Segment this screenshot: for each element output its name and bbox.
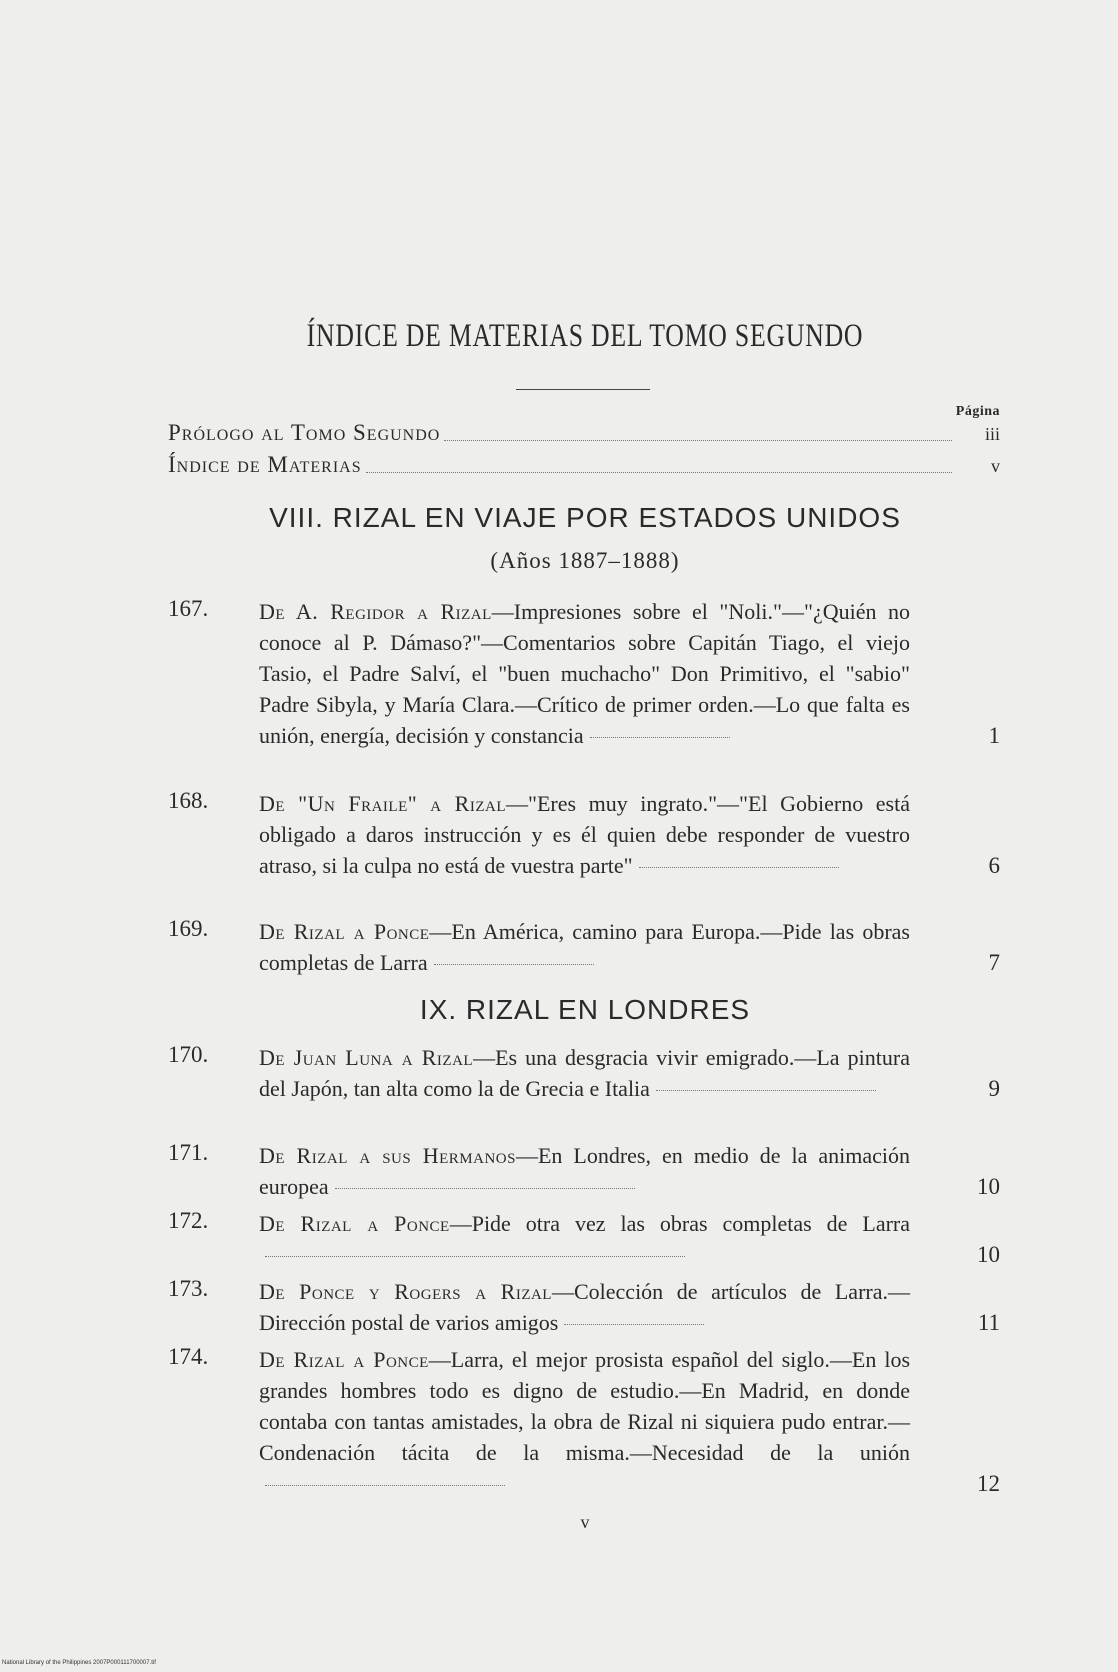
entry-body xyxy=(259,1276,910,1338)
toc-line-page: v xyxy=(991,456,1000,476)
leader-dots xyxy=(656,1089,876,1091)
entry-text: —"Eres muy ingrato."—"El Gobierno está obligado a daros instrucción y es él quien debe responder de vuestro atraso, si la culpa no está de vuestra parte" xyxy=(259,791,910,878)
entry-head: De Ponce y Rogers a Rizal xyxy=(259,1279,552,1304)
leader-dots xyxy=(434,963,594,965)
entry-page: 6 xyxy=(988,853,1000,878)
section-heading-ix: IX. RIZAL EN LONDRES xyxy=(419,994,751,1025)
leader-dots xyxy=(444,439,952,441)
entry-page: 1 xyxy=(988,723,1000,748)
leader-dots xyxy=(564,1323,704,1325)
toc-entry-174 xyxy=(168,1344,1000,1499)
leader-dots xyxy=(590,736,730,738)
entry-body xyxy=(259,1140,910,1202)
entry-number: 170. xyxy=(168,1042,209,1067)
leader-dots xyxy=(265,1255,685,1257)
entry-number: 173. xyxy=(168,1276,209,1301)
entry-page: 7 xyxy=(988,950,1000,975)
entry-head: De Rizal a Ponce xyxy=(259,1347,429,1372)
toc-entry-171 xyxy=(168,1140,1000,1202)
toc-line-page: iii xyxy=(984,424,1000,444)
toc-line-label: Índice de Materias xyxy=(168,452,362,477)
toc-entry-170 xyxy=(168,1042,1000,1104)
leader-dots xyxy=(335,1187,635,1189)
entry-body xyxy=(259,1344,910,1499)
pagina-column-label: Página xyxy=(955,404,1000,419)
entry-head: De A. Regidor a Rizal xyxy=(259,599,492,624)
leader-dots xyxy=(366,471,952,473)
toc-entry-169 xyxy=(168,916,1000,978)
entry-number: 171. xyxy=(168,1140,209,1165)
toc-entry-173 xyxy=(168,1276,1000,1338)
entry-page: 11 xyxy=(977,1310,1000,1335)
entry-page: 10 xyxy=(977,1242,1000,1267)
toc-line-prologo xyxy=(168,420,1000,448)
entry-body xyxy=(259,1208,910,1270)
toc-entry-167 xyxy=(168,596,1000,751)
entry-text: —Es una desgracia vivir emigrado.—La pintura del Japón, tan alta como la de Grecia e Italia xyxy=(259,1045,910,1101)
entry-number: 167. xyxy=(168,596,209,621)
page-title: ÍNDICE DE MATERIAS DEL TOMO SEGUNDO xyxy=(306,318,864,354)
leader-dots xyxy=(265,1484,505,1486)
title-rule xyxy=(516,389,650,390)
entry-head: De Rizal a sus Hermanos xyxy=(259,1143,516,1168)
entry-body xyxy=(259,788,910,881)
entry-text: —Larra, el mejor prosista español del siglo.—En los grandes hombres todo es digno de estudio.—En Madrid, en donde contaba con tantas amistades, la obra de Rizal ni siquiera pudo entrar.—Condenación tácita de la misma.—Necesidad de la unión xyxy=(259,1347,910,1465)
entry-number: 169. xyxy=(168,916,209,941)
entry-text: —Pide otra vez las obras completas de Larra xyxy=(449,1211,911,1236)
page-folio: v xyxy=(580,1512,590,1532)
entry-text: —En América, camino para Europa.—Pide las obras completas de Larra xyxy=(259,919,910,975)
entry-page: 12 xyxy=(977,1471,1000,1496)
toc-entry-172 xyxy=(168,1208,1000,1270)
entry-number: 174. xyxy=(168,1344,209,1369)
entry-page: 10 xyxy=(977,1174,1000,1199)
entry-text: —En Londres, en medio de la animación europea xyxy=(259,1143,910,1199)
entry-body xyxy=(259,916,910,978)
toc-line-indice xyxy=(168,452,1000,480)
leader-dots xyxy=(639,866,839,868)
entry-head: De Juan Luna a Rizal xyxy=(259,1045,474,1070)
entry-page: 9 xyxy=(988,1076,1000,1101)
toc-entry-168 xyxy=(168,788,1000,881)
entry-number: 168. xyxy=(168,788,209,813)
entry-body xyxy=(259,596,910,751)
scan-footer: National Library of the Philippines 2007P000111700007.tif xyxy=(2,1660,156,1666)
entry-head: De "Un Fraile" a Rizal xyxy=(259,791,506,816)
entry-body xyxy=(259,1042,910,1104)
section-subheading-viii: (Años 1887–1888) xyxy=(490,548,680,573)
section-heading-viii: VIII. RIZAL EN VIAJE POR ESTADOS UNIDOS xyxy=(269,502,901,533)
entry-head: De Rizal a Ponce xyxy=(259,1211,450,1236)
toc-line-label: Prólogo al Tomo Segundo xyxy=(168,420,441,445)
entry-text: —Impresiones sobre el "Noli."—"¿Quién no conoce al P. Dámaso?"—Comentarios sobre Capitán Tiago, el viejo Tasio, el Padre Salví, el "buen muchacho" Don Primitivo, el "sabio" Padre Sibyla, y María Clara.—Crítico de primer orden.—Lo que falta es unión, energía, decisión y constancia xyxy=(259,599,910,748)
entry-number: 172. xyxy=(168,1208,209,1233)
entry-head: De Rizal a Ponce xyxy=(259,919,430,944)
entry-text: —Colección de artículos de Larra.—Dirección postal de varios amigos xyxy=(259,1279,910,1335)
